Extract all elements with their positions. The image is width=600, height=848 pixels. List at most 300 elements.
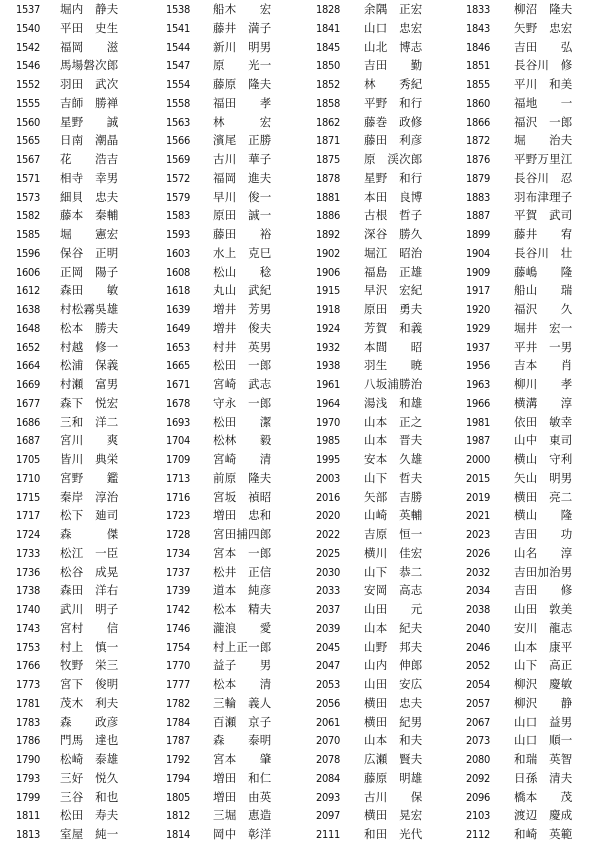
member-number: 1814 [166,828,190,841]
member-number: 2000 [466,453,490,466]
roster-row [150,731,300,750]
roster-column-3 [300,0,450,848]
roster-row [300,788,450,807]
roster-row [0,506,150,525]
roster-row [450,675,600,694]
member-number: 1875 [316,153,340,166]
roster-row [450,656,600,675]
member-name: 宮崎 清 [213,452,272,466]
roster-row [450,188,600,207]
member-name: 村越 修一 [60,339,119,354]
member-name: 吉田 弘 [514,39,573,54]
member-name: 吉田 勤 [364,58,423,73]
member-number: 1704 [166,434,190,448]
member-name: 湯浅 和雄 [364,395,423,410]
member-number: 1783 [16,715,40,729]
member-name: 花 浩吉 [60,152,119,166]
roster-row [0,731,150,750]
member-name: 広瀬 賢夫 [364,752,423,766]
member-name: 原 光一 [213,58,272,73]
member-name: 福岡 進夫 [213,170,272,185]
member-number: 1987 [466,434,490,448]
roster-row [0,563,150,582]
member-number: 2096 [466,790,490,804]
member-number: 1540 [16,21,40,35]
member-number: 1906 [316,265,340,279]
member-number: 1567 [16,153,40,166]
member-name: 山本 康平 [514,639,573,654]
member-number: 1961 [316,378,340,391]
roster-row [150,188,300,207]
member-number: 2097 [316,809,340,823]
roster-row [0,75,150,94]
member-number: 1713 [166,471,190,485]
roster-row [150,375,300,394]
member-name: 堀内 静夫 [60,2,119,16]
member-name: 柳沢 静 [514,695,573,710]
roster-row [450,338,600,357]
member-number: 1918 [316,303,340,316]
roster-row [150,263,300,282]
member-number: 1792 [166,753,190,766]
member-number: 1710 [16,471,40,485]
member-name: 原 渓次郎 [364,152,423,166]
member-number: 1665 [166,359,190,373]
member-number: 2025 [316,546,340,560]
member-number: 1728 [166,528,190,541]
member-number: 1773 [16,678,40,691]
member-number: 1671 [166,378,190,391]
member-name: 山田 安広 [364,677,423,691]
roster-row [150,788,300,807]
member-number: 1716 [166,490,190,504]
member-number: 2021 [466,509,490,523]
member-number: 1794 [166,771,190,785]
roster-row [0,525,150,544]
member-name: 相寺 幸男 [60,170,119,185]
roster-row [450,56,600,75]
member-name: 山本 正之 [364,414,423,429]
member-name: 馬場磐次郎 [60,58,119,73]
roster-row [450,525,600,544]
member-number: 1754 [166,640,190,654]
member-number: 2053 [316,678,340,691]
member-name: 三輪 義人 [213,695,272,710]
member-number: 1866 [466,115,490,129]
roster-row [0,56,150,75]
roster-row [150,563,300,582]
member-name: 長谷川 壮 [514,245,573,260]
member-name: 松崎 泰雄 [60,752,119,766]
member-name: 村上正一郎 [213,639,272,654]
member-number: 1963 [466,378,490,391]
member-number: 1733 [16,546,40,560]
member-number: 1787 [166,734,190,748]
member-name: 藤田 裕 [213,227,272,241]
member-name: 村松霧吳雄 [60,302,119,316]
member-name: 星野 誠 [60,114,119,129]
roster-row [0,113,150,132]
member-number: 1555 [16,96,40,110]
roster-row [150,413,300,432]
roster-row [300,206,450,225]
member-name: 正岡 陽子 [60,264,119,279]
member-name: 山下 恭二 [364,564,423,579]
roster-row [300,769,450,788]
member-number: 1799 [16,790,40,804]
member-number: 1566 [166,134,190,148]
roster-row [450,731,600,750]
member-name: 百瀬 京子 [213,714,272,729]
member-name: 原田 勇夫 [364,302,423,316]
roster-row [150,600,300,619]
member-name: 矢部 吉勝 [364,489,423,504]
member-number: 1812 [166,809,190,823]
roster-row [450,0,600,19]
roster-row [450,300,600,319]
roster-row [300,169,450,188]
member-name: 堀井 宏一 [514,320,573,335]
member-name: 松田 寿夫 [60,808,119,823]
roster-row [0,38,150,57]
member-number: 1554 [166,78,190,91]
member-name: 増田 忠和 [213,508,272,523]
member-number: 1593 [166,228,190,241]
roster-row [450,131,600,150]
member-name: 宮村 信 [60,620,119,635]
member-name: 細貝 忠夫 [60,189,119,204]
member-number: 1738 [16,584,40,598]
roster-row [300,506,450,525]
member-number: 1966 [466,396,490,410]
roster-row [0,263,150,282]
member-name: 森 政彦 [60,714,119,729]
member-number: 1850 [316,59,340,73]
member-name: 三堀 恵造 [213,808,272,823]
roster-row [300,731,450,750]
member-number: 1777 [166,678,190,691]
member-number: 1583 [166,209,190,223]
member-number: 1544 [166,40,190,54]
roster-row [300,0,450,19]
member-name: 藤本 秦輔 [60,208,119,223]
member-name: 宮崎 武志 [213,377,272,391]
roster-row [300,694,450,713]
roster-row [150,19,300,38]
member-number: 1858 [316,96,340,110]
member-name: 三好 悦久 [60,770,119,785]
member-name: 余隅 正宏 [364,2,423,16]
roster-row [300,581,450,600]
roster-row [150,694,300,713]
member-name: 星野 和行 [364,170,423,185]
member-number: 2093 [316,790,340,804]
member-name: 山本 紀夫 [364,620,423,635]
member-name: 宮下 俊明 [60,677,119,691]
member-number: 2092 [466,771,490,785]
member-number: 1883 [466,190,490,204]
member-name: 羽生 暁 [364,358,423,373]
member-name: 宮坂 禎昭 [213,489,272,504]
roster-row [0,825,150,844]
roster-row [450,225,600,244]
member-name: 宮野 鑑 [60,470,119,485]
roster-row [150,244,300,263]
member-name: 山下 高正 [514,658,573,673]
member-name: 前原 隆夫 [213,470,272,485]
roster-row [150,225,300,244]
roster-row [450,94,600,113]
member-number: 1841 [316,21,340,35]
member-number: 1736 [16,565,40,579]
member-number: 1985 [316,434,340,448]
roster-row [300,113,450,132]
member-number: 1715 [16,490,40,504]
roster-row [450,581,600,600]
roster-row [450,806,600,825]
member-name: 保谷 正明 [60,245,119,260]
member-number: 1770 [166,659,190,673]
member-number: 1709 [166,453,190,466]
member-name: 山本 晋夫 [364,433,423,448]
roster-row [150,113,300,132]
member-name: 矢山 明男 [514,470,573,485]
member-name: 松浦 保義 [60,358,119,373]
member-name: 新川 明男 [213,39,272,54]
roster-row [150,131,300,150]
member-number: 2067 [466,715,490,729]
member-number: 1639 [166,303,190,316]
roster-row [300,75,450,94]
member-number: 2112 [466,828,490,841]
roster-row [450,713,600,732]
member-number: 1805 [166,790,190,804]
roster-row [450,19,600,38]
member-name: 村井 英男 [213,339,272,354]
roster-row [150,338,300,357]
member-number: 2015 [466,471,490,485]
member-name: 山野 邦夫 [364,639,423,654]
roster-row [300,544,450,563]
member-number: 1579 [166,190,190,204]
member-name: 堀 憲宏 [60,227,119,241]
roster-row [450,750,600,769]
member-name: 藤原 明雄 [364,770,423,785]
member-name: 日孫 清夫 [514,770,573,785]
roster-row [0,638,150,657]
member-number: 2111 [316,828,340,841]
roster-row [150,38,300,57]
roster-row [0,356,150,375]
member-name: 松山 稔 [213,264,272,279]
roster-row [300,806,450,825]
member-number: 1739 [166,584,190,598]
member-name: 安川 龍志 [514,620,573,635]
member-name: 平井 一男 [514,339,573,354]
roster-column-4 [450,0,600,848]
roster-row [300,656,450,675]
member-number: 1920 [466,303,490,316]
roster-row [150,75,300,94]
member-name: 松谷 成晃 [60,564,119,579]
roster-row [300,825,450,844]
roster-row [0,150,150,169]
roster-row [150,94,300,113]
roster-row [300,525,450,544]
roster-row [450,38,600,57]
member-number: 2019 [466,490,490,504]
roster-row [450,694,600,713]
roster-row [450,431,600,450]
member-name: 松本 清 [213,677,272,691]
member-name: 松下 廸司 [60,508,119,523]
member-number: 2045 [316,640,340,654]
member-name: 和崎 英範 [514,827,573,841]
member-number: 1717 [16,509,40,523]
roster-row [300,38,450,57]
roster-row [450,769,600,788]
member-name: 福岡 滋 [60,39,119,54]
roster-row [300,750,450,769]
member-number: 1855 [466,78,490,91]
member-number: 1653 [166,340,190,354]
roster-column-2 [150,0,300,848]
member-number: 1929 [466,321,490,335]
member-name: 早沢 宏紀 [364,283,423,298]
member-name: 深谷 勝久 [364,227,423,241]
roster-row [150,825,300,844]
roster-row [300,356,450,375]
member-name: 増田 由英 [213,789,272,804]
member-number: 1852 [316,78,340,91]
member-name: 平田 史生 [60,20,119,35]
member-number: 1845 [316,40,340,54]
roster-row [300,638,450,657]
member-name: 茂木 利夫 [60,695,119,710]
member-number: 1876 [466,153,490,166]
member-number: 2030 [316,565,340,579]
member-name: 福沢 久 [514,302,573,316]
member-number: 2046 [466,640,490,654]
roster-row [150,750,300,769]
member-name: 依田 敏幸 [514,414,573,429]
roster-row [450,394,600,413]
member-name: 吉田加治男 [514,564,573,579]
member-number: 1793 [16,771,40,785]
roster-row [0,281,150,300]
member-name: 守永 一郎 [213,395,272,410]
member-number: 1618 [166,284,190,298]
member-name: 横田 晃宏 [364,808,423,823]
roster-row [0,788,150,807]
member-name: 和田 光代 [364,827,423,841]
member-number: 1569 [166,153,190,166]
roster-row [450,150,600,169]
member-number: 1724 [16,528,40,541]
member-name: 武川 明子 [60,602,119,616]
roster-row [150,0,300,19]
roster-column-1 [0,0,150,848]
member-name: 平賀 武司 [514,208,573,223]
roster-row [300,469,450,488]
member-name: 横田 亮二 [514,489,573,504]
roster-row [150,319,300,338]
member-number: 1669 [16,378,40,391]
member-number: 2073 [466,734,490,748]
member-number: 1909 [466,265,490,279]
roster-row [450,413,600,432]
member-name: 福沢 一郎 [514,114,573,129]
roster-row [450,788,600,807]
member-name: 古根 哲子 [364,208,423,223]
roster-row [300,131,450,150]
member-number: 2078 [316,753,340,766]
member-number: 1686 [16,415,40,429]
member-name: 八坂浦勝治 [364,377,423,391]
roster-row [0,413,150,432]
roster-row [450,638,600,657]
member-name: 藤井 宥 [514,227,573,241]
member-number: 1899 [466,228,490,241]
roster-row [150,56,300,75]
member-number: 1904 [466,246,490,260]
member-name: 橋本 茂 [514,789,573,804]
member-number: 1664 [16,359,40,373]
roster-row [0,450,150,469]
member-number: 2016 [316,490,340,504]
member-number: 1860 [466,96,490,110]
member-name: 松田 一郎 [213,358,272,373]
member-number: 1843 [466,21,490,35]
roster-row [150,450,300,469]
member-number: 1970 [316,415,340,429]
member-name: 増井 芳男 [213,302,272,316]
member-name: 松林 毅 [213,433,272,448]
member-name: 松井 正信 [213,564,272,579]
member-number: 2080 [466,753,490,766]
member-name: 山田 敦美 [514,602,573,616]
member-number: 2003 [316,471,340,485]
member-number: 1563 [166,115,190,129]
member-name: 吉田 功 [514,527,573,541]
member-number: 1782 [166,696,190,710]
member-number: 1608 [166,265,190,279]
member-name: 平野万里江 [514,152,573,166]
roster-row [0,375,150,394]
member-number: 1781 [16,696,40,710]
member-number: 1786 [16,734,40,748]
member-name: 山口 忠宏 [364,20,423,35]
member-name: 日南 潮晶 [60,133,119,148]
member-name: 吉原 恒一 [364,527,423,541]
member-name: 福田 孝 [213,95,272,110]
member-name: 森 泰明 [213,733,272,748]
member-name: 船山 瑞 [514,283,573,298]
member-number: 1558 [166,96,190,110]
roster-row [300,488,450,507]
roster-row [300,300,450,319]
member-name: 堀 治夫 [514,133,573,148]
roster-row [300,394,450,413]
roster-row [450,506,600,525]
member-number: 2020 [316,509,340,523]
member-number: 2033 [316,584,340,598]
member-number: 1851 [466,59,490,73]
roster-row [150,656,300,675]
member-name: 村瀬 富男 [60,377,119,391]
member-number: 1956 [466,359,490,373]
member-name: 横田 紀男 [364,714,423,729]
